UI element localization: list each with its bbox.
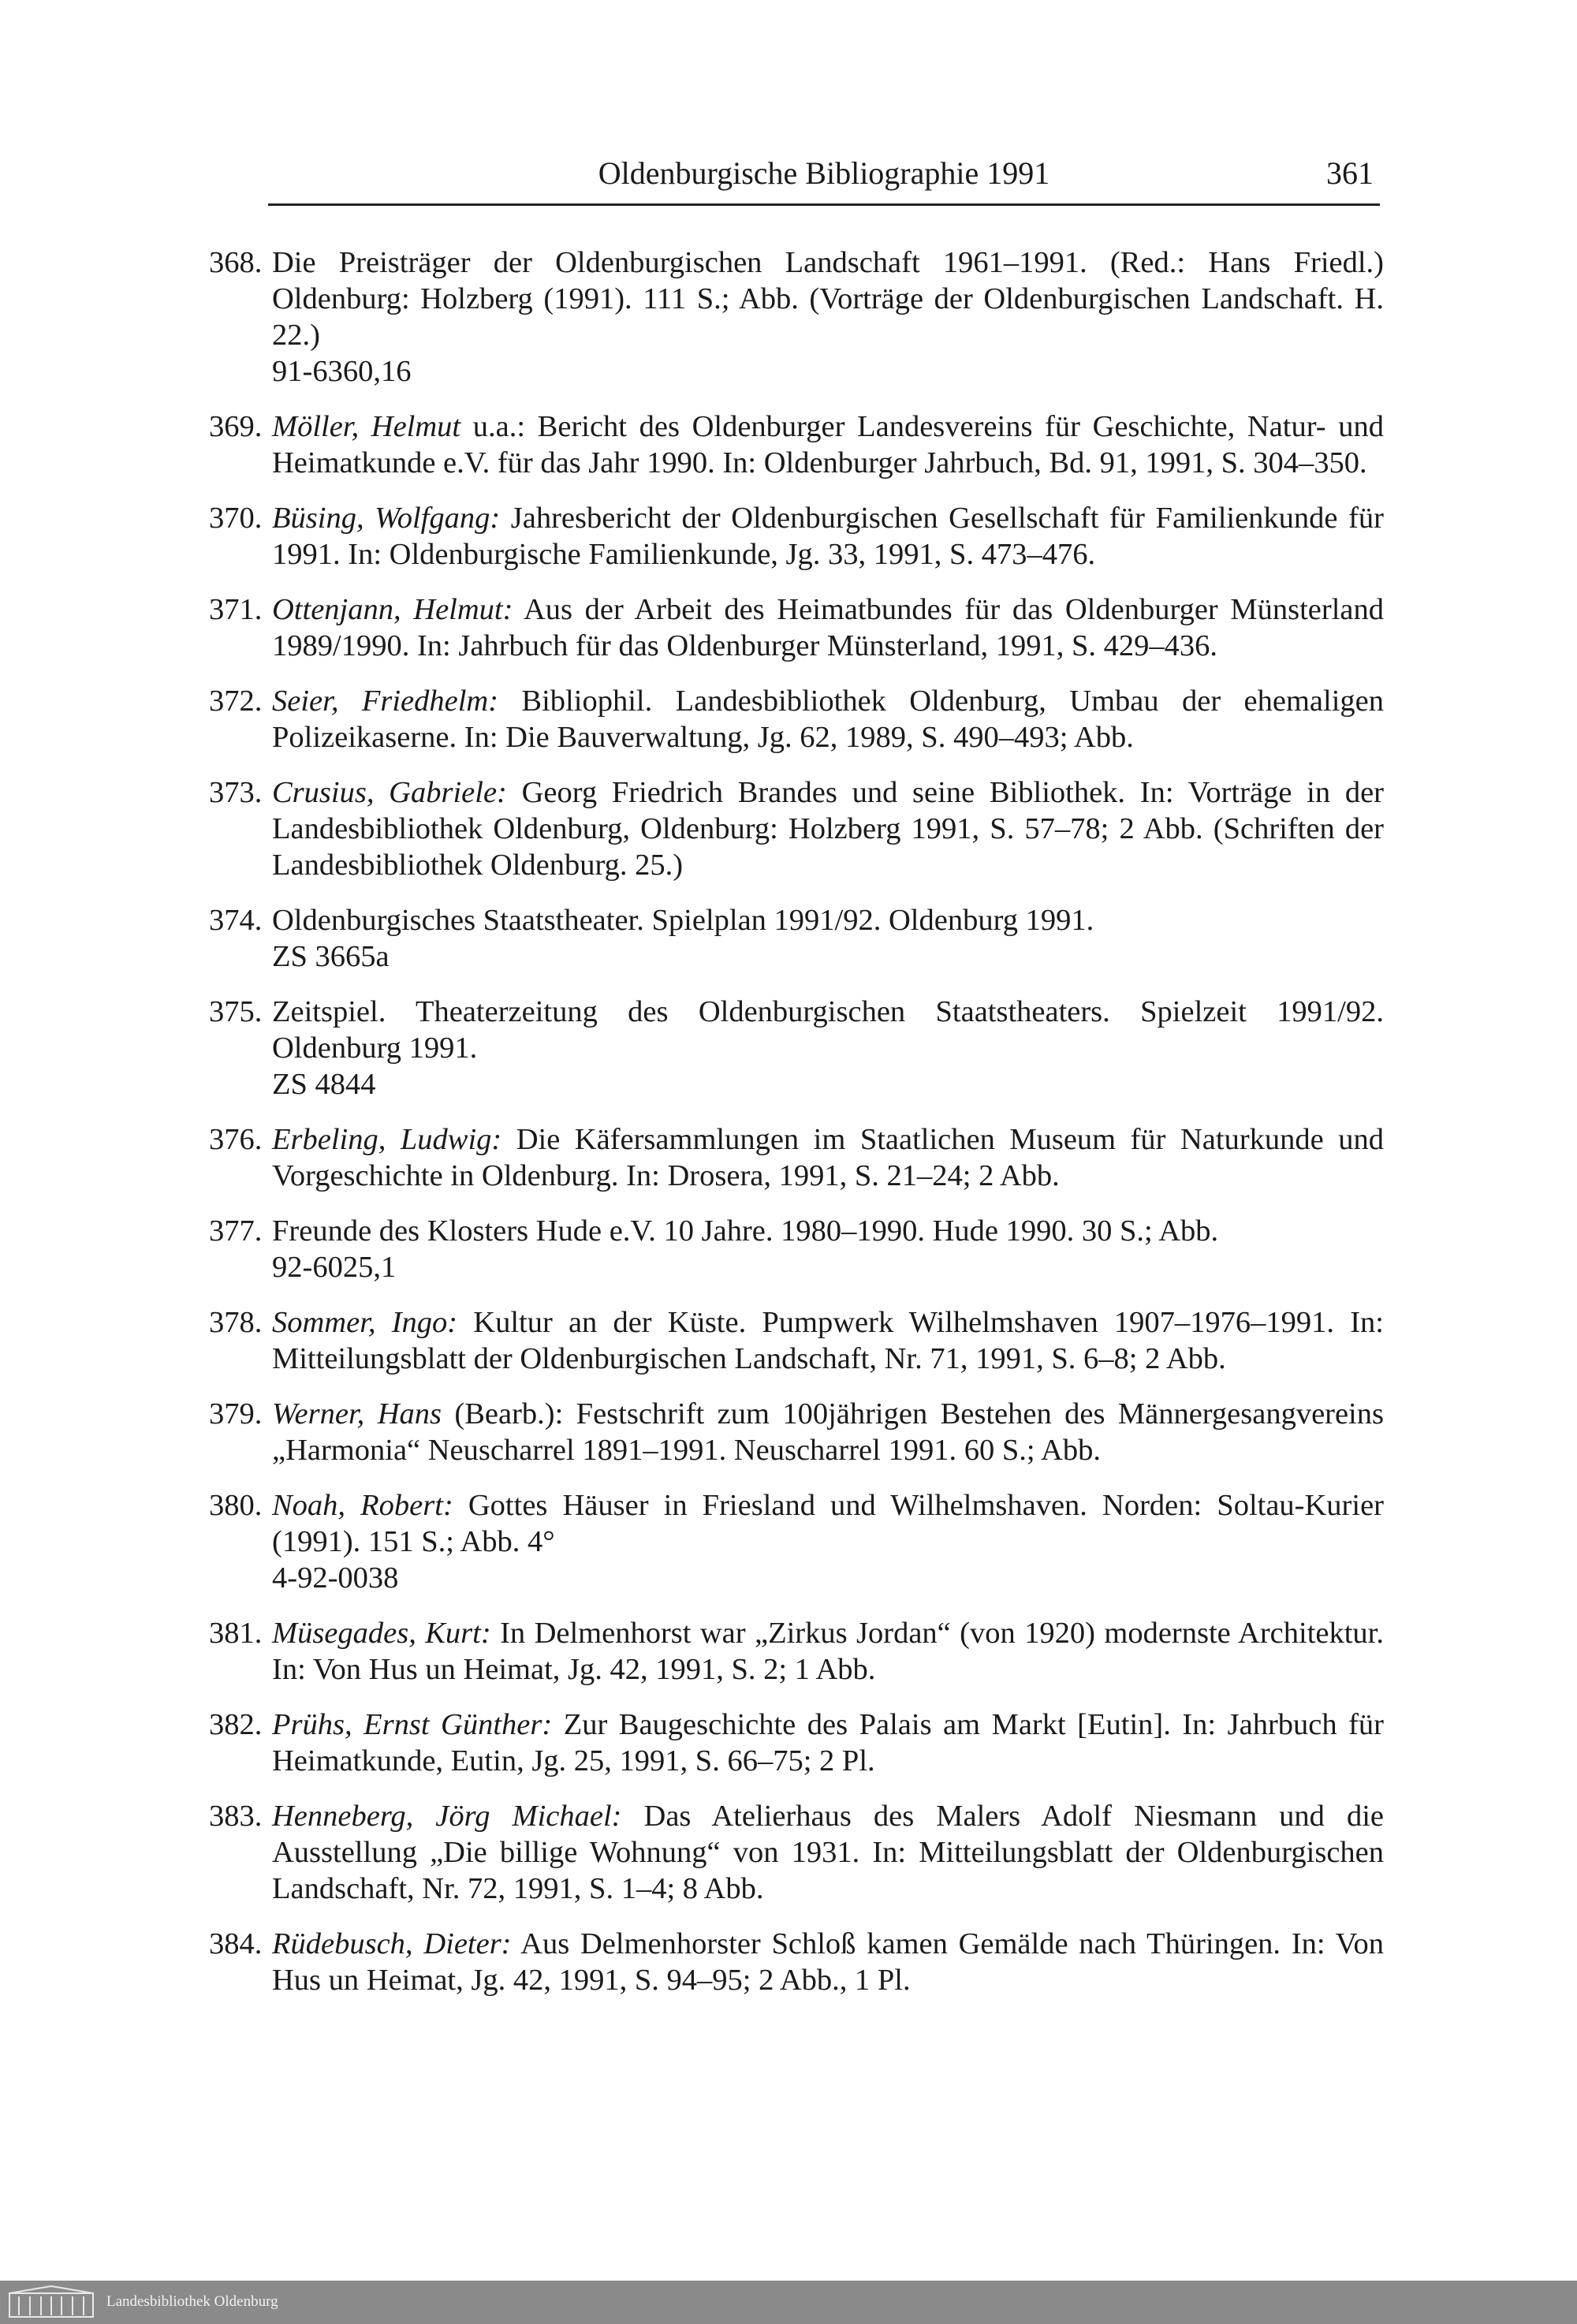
entry-body [272, 774, 1384, 883]
bibliography-entry [209, 1304, 1384, 1377]
bibliography-entry [209, 1396, 1384, 1468]
bibliography-entry [209, 1121, 1384, 1194]
entry-body [272, 1707, 1384, 1779]
entry-number: 382. [209, 1708, 263, 1741]
entry-number: 379. [209, 1397, 263, 1431]
entry-body [272, 1213, 1384, 1285]
bibliography-entry [209, 774, 1384, 883]
entry-body [272, 1798, 1384, 1907]
entry-text: Aus Delmenhorster Schloß kamen Gemälde nach Thüringen. In: Von Hus un Heimat, Jg. 42, 1991, S. 94–95; 2 Abb., 1 Pl. [272, 1927, 1384, 1997]
bibliography-entry [209, 1487, 1384, 1596]
entry-number: 369. [209, 410, 263, 443]
bibliography-entries [209, 244, 1384, 2017]
entry-text: Georg Friedrich Brandes und seine Bibliothek. In: Vorträge in der Landesbibliothek Oldenburg, Oldenburg: Holzberg 1991, S. 57–78; 2 Abb. (Schriften der Landesbibliothek Oldenburg. 25.) [272, 776, 1384, 882]
library-building-icon [8, 2285, 95, 2318]
entry-number: 372. [209, 685, 263, 718]
entry-text: u.a.: Bericht des Oldenburger Landesvereins für Geschichte, Natur- und Heimatkunde e.V. für das Jahr 1990. In: Oldenburger Jahrbuch, Bd. 91, 1991, S. 304–350. [272, 410, 1384, 479]
entry-shelfmark: ZS 3665a [272, 940, 390, 973]
entry-number: 374. [209, 904, 263, 937]
page-number: 361 [1326, 155, 1374, 191]
entry-shelfmark: 91-6360,16 [272, 355, 412, 388]
entry-text: Zur Baugeschichte des Palais am Markt [Eutin]. In: Jahrbuch für Heimatkunde, Eutin, Jg. 25, 1991, S. 66–75; 2 Pl. [272, 1708, 1384, 1778]
entry-body [272, 683, 1384, 755]
bibliography-entry [209, 591, 1384, 664]
bibliography-entry [209, 902, 1384, 975]
entry-shelfmark: ZS 4844 [272, 1068, 376, 1101]
entry-author: Seier, Friedhelm: [272, 685, 499, 718]
entry-author: Möller, Helmut [272, 410, 461, 443]
entry-author: Büsing, Wolfgang: [272, 502, 501, 535]
entry-number: 375. [209, 995, 263, 1028]
entry-number: 373. [209, 776, 263, 809]
entry-author: Noah, Robert: [272, 1489, 453, 1522]
bibliography-entry [209, 1926, 1384, 1998]
entry-body [272, 994, 1384, 1102]
entry-number: 371. [209, 593, 263, 626]
entry-text: Oldenburgisches Staatstheater. Spielplan 1991/92. Oldenburg 1991. [272, 904, 1094, 937]
entry-body [272, 1304, 1384, 1377]
entry-author: Müsegades, Kurt: [272, 1617, 491, 1650]
entry-text: In Delmenhorst war „Zirkus Jordan“ (von 1920) modernste Architektur. In: Von Hus un Heimat, Jg. 42, 1991, S. 2; 1 Abb. [272, 1617, 1384, 1686]
entry-body [272, 408, 1384, 481]
entry-author: Rüdebusch, Dieter: [272, 1927, 512, 1960]
bibliography-entry [209, 244, 1384, 390]
bibliography-entry [209, 683, 1384, 755]
entry-text: Jahresbericht der Oldenburgischen Gesellschaft für Familienkunde für 1991. In: Oldenburgische Familienkunde, Jg. 33, 1991, S. 473–476. [272, 502, 1385, 571]
entry-number: 378. [209, 1306, 263, 1339]
entry-number: 368. [209, 246, 263, 279]
entry-number: 381. [209, 1617, 263, 1650]
entry-body [272, 591, 1384, 664]
entry-number: 370. [209, 502, 263, 535]
running-title: Oldenburgische Bibliographie 1991 [598, 155, 1050, 191]
entry-text: Das Atelierhaus des Malers Adolf Niesmann und die Ausstellung „Die billige Wohnung“ von 1931. In: Mitteilungsblatt der Oldenburgischen Landschaft, Nr. 72, 1991, S. 1–4; 8 Abb. [272, 1800, 1384, 1905]
entry-text: (Bearb.): Festschrift zum 100jährigen Bestehen des Männergesangvereins „Harmonia“ Neuscharrel 1891–1991. Neuscharrel 1991. 60 S.; Abb. [272, 1397, 1384, 1467]
entry-number: 380. [209, 1489, 263, 1522]
entry-body [272, 244, 1384, 390]
entry-author: Henneberg, Jörg Michael: [272, 1800, 622, 1833]
bibliography-entry [209, 500, 1384, 573]
entry-author: Crusius, Gabriele: [272, 776, 507, 809]
entry-text: Aus der Arbeit des Heimatbundes für das Oldenburger Münsterland 1989/1990. In: Jahrbuch für das Oldenburger Münsterland, 1991, S. 429–436. [272, 593, 1385, 662]
bibliography-entry [209, 408, 1384, 481]
entry-text: Freunde des Klosters Hude e.V. 10 Jahre. 1980–1990. Hude 1990. 30 S.; Abb. [272, 1214, 1219, 1248]
entry-body [272, 1615, 1384, 1688]
footer-library-name: Landesbibliothek Oldenburg [106, 2293, 278, 2310]
entry-text: Die Preisträger der Oldenburgischen Landschaft 1961–1991. (Red.: Hans Friedl.) Oldenburg: Holzberg (1991). 111 S.; Abb. (Vorträge der Oldenburgischen Landschaft. H. 22.) [272, 246, 1384, 352]
bibliography-entry [209, 1707, 1384, 1779]
entry-shelfmark: 4-92-0038 [272, 1561, 399, 1595]
bibliography-entry [209, 1213, 1384, 1285]
entry-body [272, 500, 1384, 573]
page-header [268, 155, 1380, 206]
entry-body [272, 1487, 1384, 1596]
entry-author: Werner, Hans [272, 1397, 442, 1431]
entry-author: Ottenjann, Helmut: [272, 593, 513, 626]
bibliography-entry [209, 994, 1384, 1102]
entry-text: Gottes Häuser in Friesland und Wilhelmshaven. Norden: Soltau-Kurier (1991). 151 S.; Abb. 4° [272, 1489, 1384, 1558]
entry-body [272, 1926, 1384, 1998]
entry-text: Zeitspiel. Theaterzeitung des Oldenburgischen Staatstheaters. Spielzeit 1991/92. Oldenburg 1991. [272, 995, 1384, 1065]
bibliography-entry [209, 1798, 1384, 1907]
entry-author: Prühs, Ernst Günther: [272, 1708, 553, 1741]
entry-number: 377. [209, 1214, 263, 1248]
entry-number: 384. [209, 1927, 263, 1960]
footer-bar [0, 2281, 1577, 2324]
entry-text: Die Käfersammlungen im Staatlichen Museum für Naturkunde und Vorgeschichte in Oldenburg. In: Drosera, 1991, S. 21–24; 2 Abb. [272, 1123, 1384, 1192]
entry-number: 383. [209, 1800, 263, 1833]
entry-author: Erbeling, Ludwig: [272, 1123, 502, 1156]
entry-shelfmark: 92-6025,1 [272, 1251, 397, 1284]
bibliography-entry [209, 1615, 1384, 1688]
entry-body [272, 1121, 1384, 1194]
entry-body [272, 902, 1384, 975]
entry-number: 376. [209, 1123, 263, 1156]
entry-text: Kultur an der Küste. Pumpwerk Wilhelmshaven 1907–1976–1991. In: Mitteilungsblatt der Oldenburgischen Landschaft, Nr. 71, 1991, S. 6–8; 2 Abb. [272, 1306, 1384, 1375]
entry-author: Sommer, Ingo: [272, 1306, 458, 1339]
entry-text: Bibliophil. Landesbibliothek Oldenburg, Umbau der ehemaligen Polizeikaserne. In: Die Bauverwaltung, Jg. 62, 1989, S. 490–493; Abb. [272, 685, 1384, 754]
entry-body [272, 1396, 1384, 1468]
